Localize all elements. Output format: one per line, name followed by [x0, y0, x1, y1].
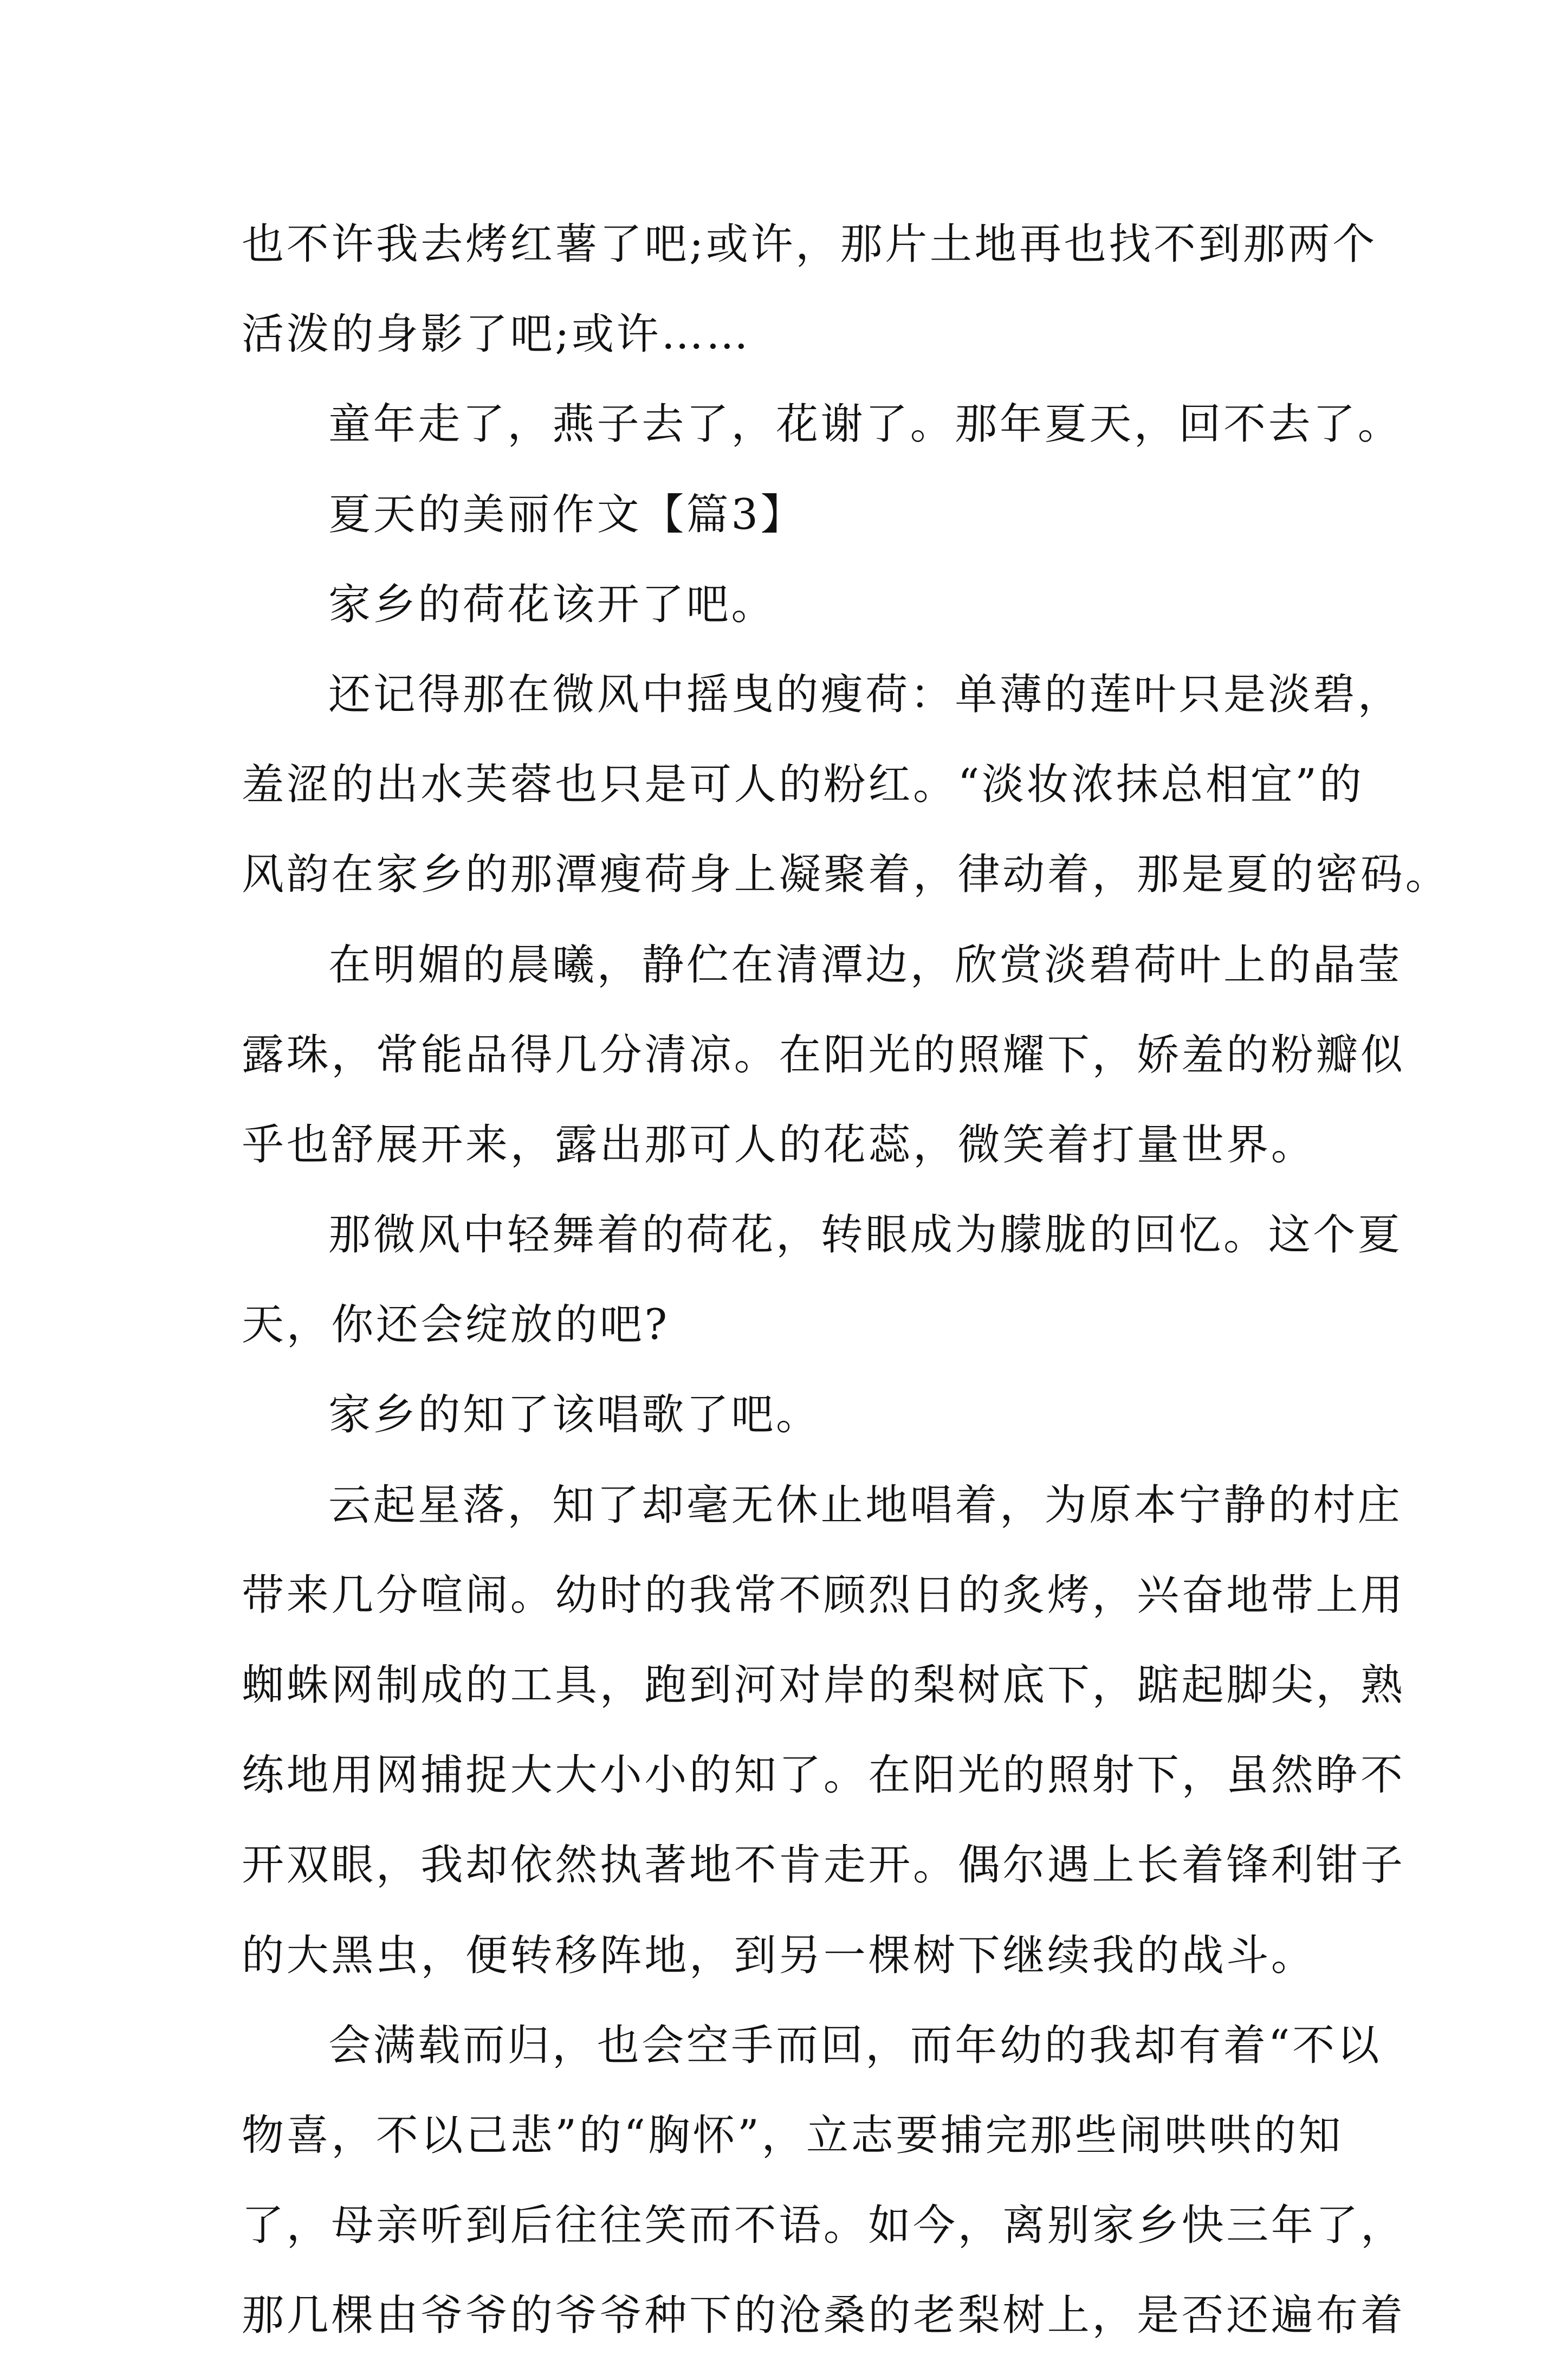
text-line: 物喜，不以己悲”的“胸怀”，立志要捕完那些闹哄哄的知 — [242, 2111, 1344, 2160]
text-line: 风韵在家乡的那潭瘦荷身上凝聚着，律动着，那是夏的密码。 — [242, 850, 1450, 900]
text-line: 会满载而归，也会空手而回，而年幼的我却有着“不以 — [328, 2021, 1382, 2070]
text-line: 还记得那在微风中摇曳的瘦荷：单薄的莲叶只是淡碧， — [328, 670, 1403, 719]
text-line: 蜘蛛网制成的工具，跑到河对岸的梨树底下，踮起脚尖，熟 — [242, 1661, 1405, 1710]
text-line: 那几棵由爷爷的爷爷种下的沧桑的老梨树上，是否还遍布着 — [242, 2291, 1405, 2340]
text-line: 家乡的知了该唱歌了吧。 — [328, 1390, 821, 1440]
text-line: 羞涩的出水芙蓉也只是可人的粉红。“淡妆浓抹总相宜”的 — [242, 760, 1364, 810]
text-line: 露珠，常能品得几分清凉。在阳光的照耀下，娇羞的粉瓣似 — [242, 1030, 1405, 1079]
text-line: 乎也舒展开来，露出那可人的花蕊，微笑着打量世界。 — [242, 1120, 1316, 1169]
text-line: 那微风中轻舞着的荷花，转眼成为朦胧的回忆。这个夏 — [328, 1211, 1403, 1260]
section-heading: 夏天的美丽作文【篇3】 — [328, 490, 806, 539]
text-line: 活泼的身影了吧;或许…… — [242, 310, 751, 359]
text-line: 开双眼，我却依然执著地不肯走开。偶尔遇上长着锋利钳子 — [242, 1841, 1405, 1890]
text-line: 在明媚的晨曦，静伫在清潭边，欣赏淡碧荷叶上的晶莹 — [328, 940, 1403, 989]
text-line: 的大黑虫，便转移阵地，到另一棵树下继续我的战斗。 — [242, 1931, 1316, 1980]
text-line: 云起星落，知了却毫无休止地唱着，为原本宁静的村庄 — [328, 1480, 1403, 1530]
text-line: 家乡的荷花该开了吧。 — [328, 580, 776, 629]
text-line: 也不许我去烤红薯了吧;或许，那片土地再也找不到那两个 — [242, 220, 1377, 269]
text-line: 天，你还会绽放的吧? — [242, 1301, 670, 1350]
text-line: 童年走了，燕子去了，花谢了。那年夏天，回不去了。 — [328, 400, 1403, 449]
text-line: 了，母亲听到后往往笑而不语。如今，离别家乡快三年了， — [242, 2201, 1405, 2250]
text-line: 练地用网捕捉大大小小的知了。在阳光的照射下，虽然睁不 — [242, 1751, 1405, 1800]
text-line: 带来几分喧闹。幼时的我常不顾烈日的炙烤，兴奋地带上用 — [242, 1570, 1405, 1620]
body-text — [242, 199, 1450, 2361]
